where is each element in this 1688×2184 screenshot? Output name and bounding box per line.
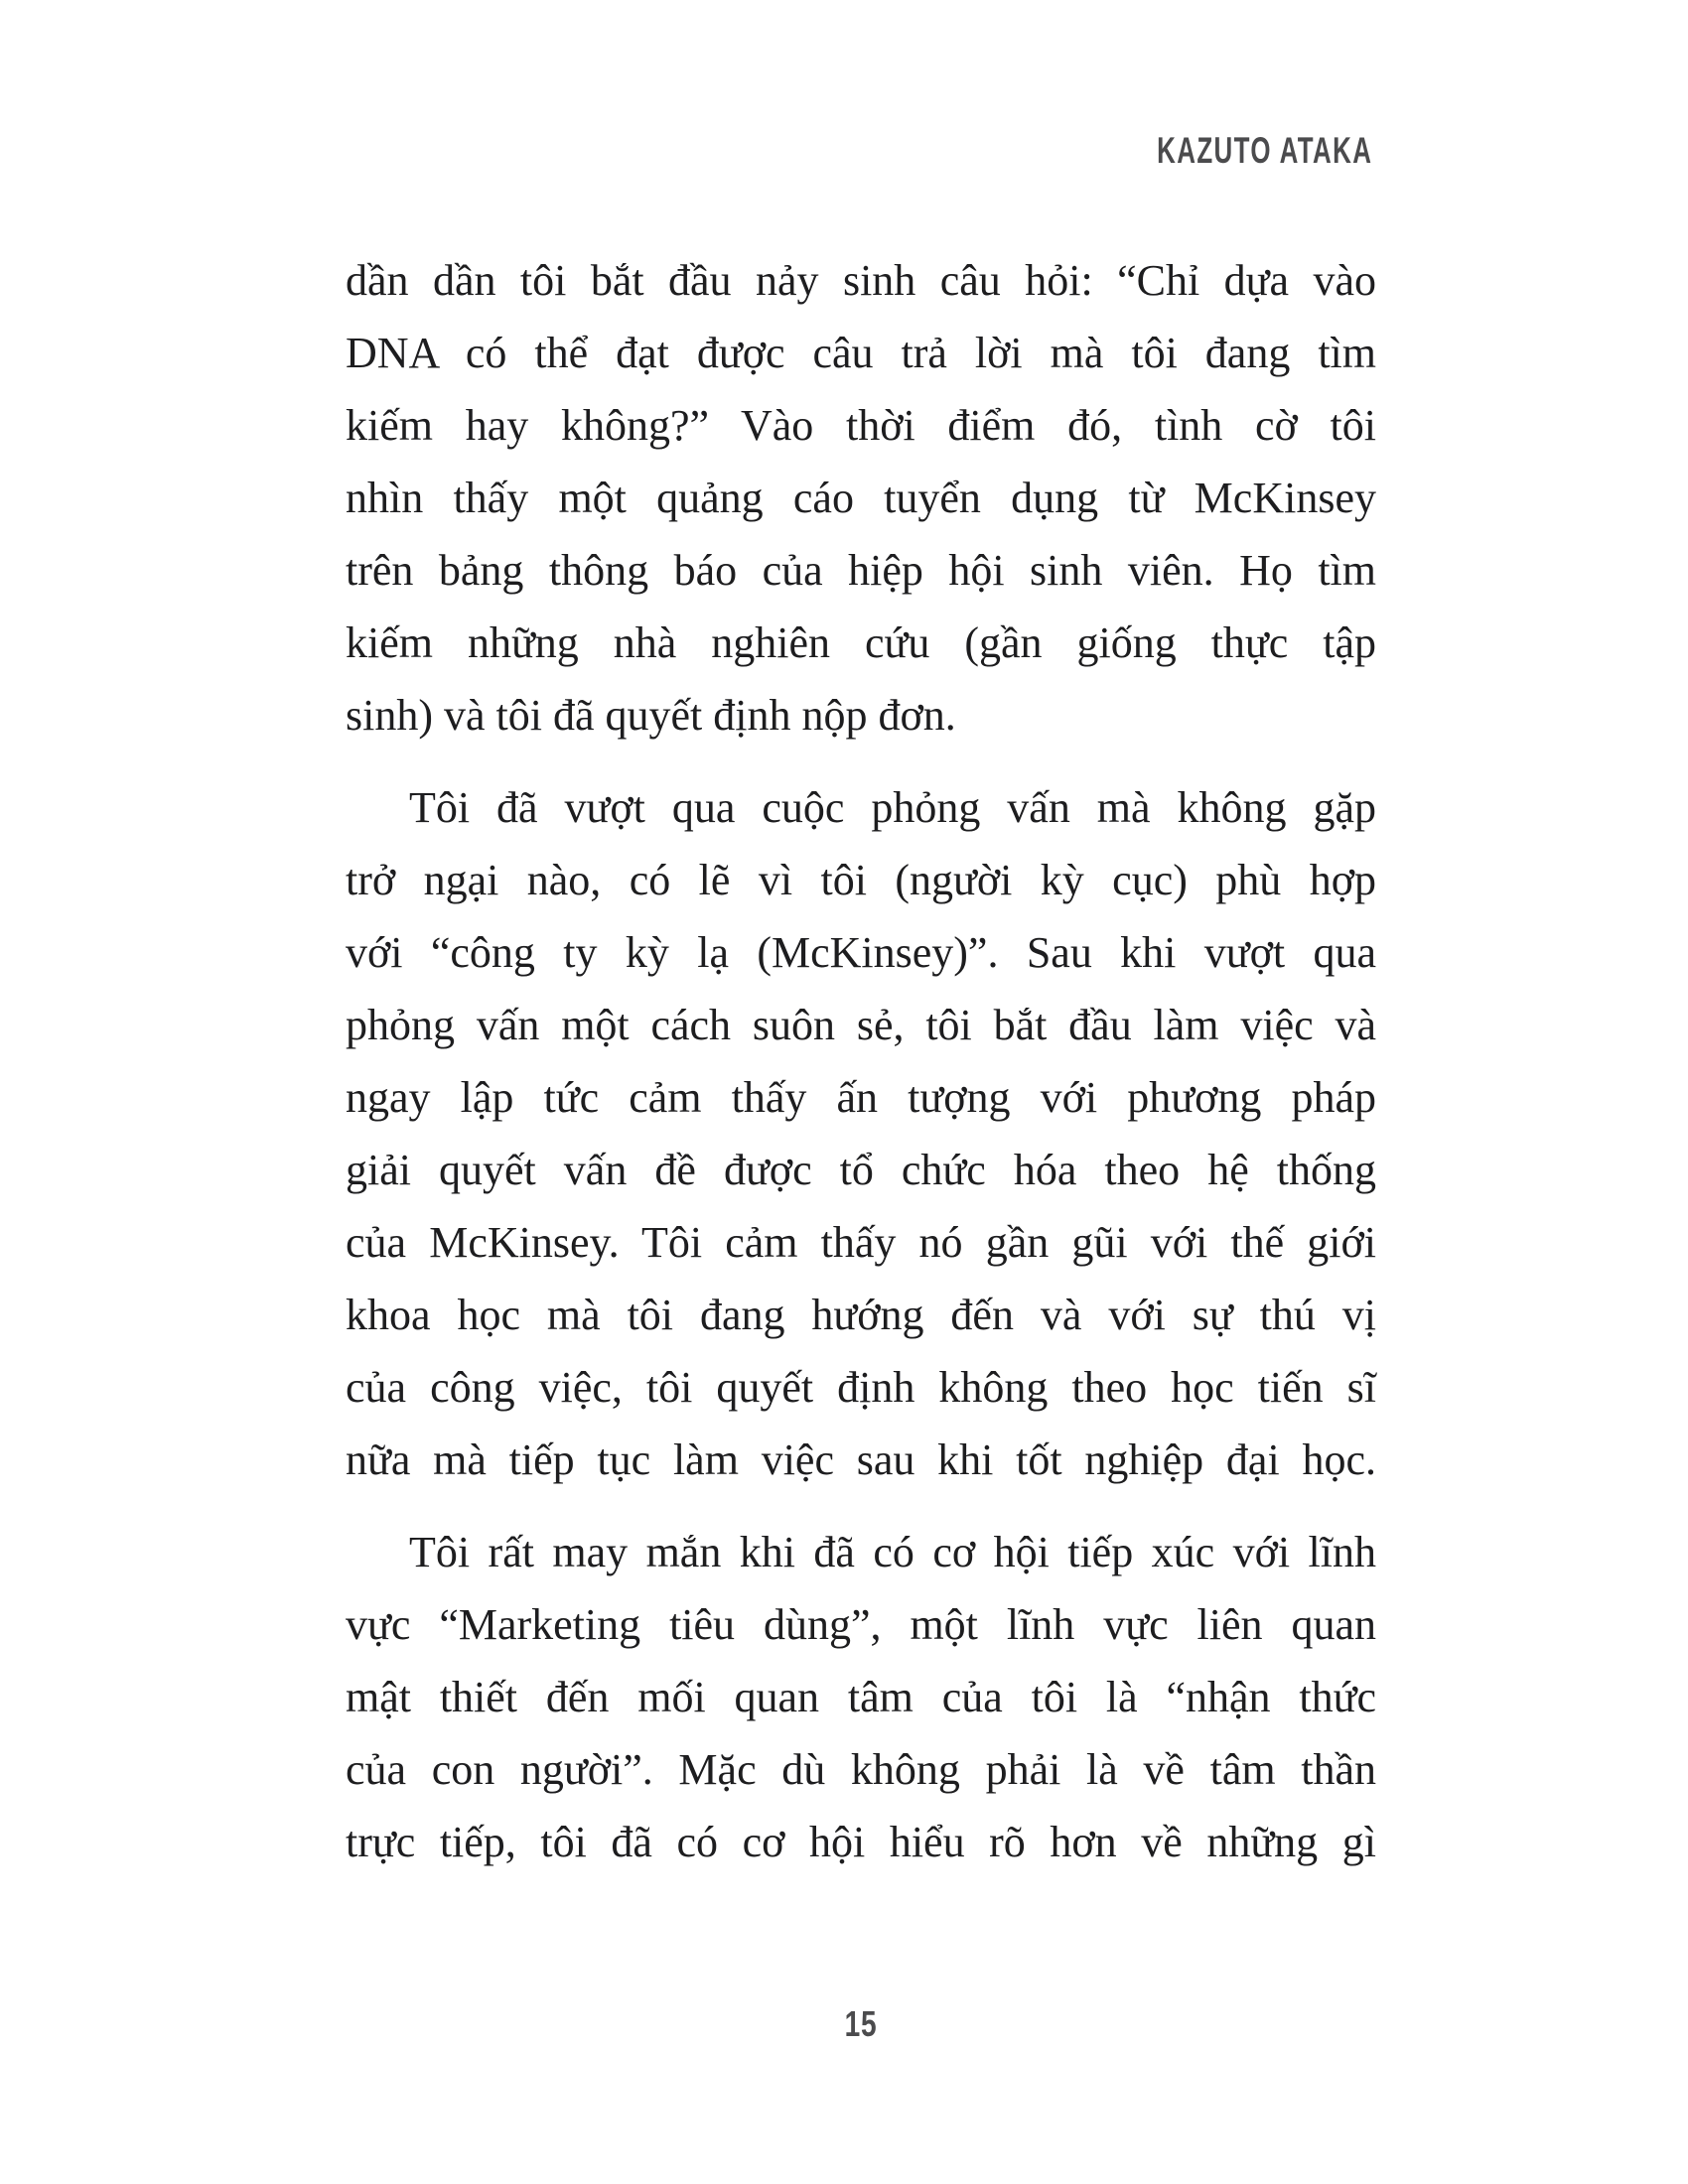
- text-line: sinh) và tôi đã quyết định nộp đơn.: [346, 691, 956, 740]
- text-line: DNA có thể đạt được câu trả lời mà tôi đang tìm: [346, 329, 1376, 377]
- text-line: mật thiết đến mối quan tâm của tôi là “nhận thức: [346, 1673, 1376, 1721]
- paragraph: [346, 244, 1376, 751]
- text-line: giải quyết vấn đề được tổ chức hóa theo hệ thống: [346, 1146, 1376, 1194]
- text-line: nhìn thấy một quảng cáo tuyển dụng từ McKinsey: [346, 474, 1376, 522]
- text-line: của McKinsey. Tôi cảm thấy nó gần gũi với thế giới: [346, 1218, 1376, 1267]
- text-line: ngay lập tức cảm thấy ấn tượng với phương pháp: [346, 1073, 1376, 1122]
- text-line: nữa mà tiếp tục làm việc sau khi tốt nghiệp đại học.: [346, 1435, 1376, 1484]
- text-line: khoa học mà tôi đang hướng đến và với sự thú vị: [346, 1291, 1376, 1339]
- text-line: Tôi rất may mắn khi đã có cơ hội tiếp xúc với lĩnh: [409, 1528, 1376, 1576]
- text-line: kiếm những nhà nghiên cứu (gần giống thực tập: [346, 618, 1376, 667]
- text-line: với “công ty kỳ lạ (McKinsey)”. Sau khi vượt qua: [346, 928, 1376, 977]
- text-line: dần dần tôi bắt đầu nảy sinh câu hỏi: “Chỉ dựa vào: [346, 256, 1376, 305]
- body-text-column: [346, 244, 1376, 1878]
- text-line: Tôi đã vượt qua cuộc phỏng vấn mà không gặp: [409, 783, 1376, 832]
- text-line: phỏng vấn một cách suôn sẻ, tôi bắt đầu làm việc và: [346, 1001, 1376, 1049]
- text-line: trên bảng thông báo của hiệp hội sinh viên. Họ tìm: [346, 546, 1376, 595]
- text-line: của con người”. Mặc dù không phải là về tâm thần: [346, 1745, 1376, 1794]
- text-line: vực “Marketing tiêu dùng”, một lĩnh vực liên quan: [346, 1600, 1376, 1649]
- text-line: trở ngại nào, có lẽ vì tôi (người kỳ cục) phù hợp: [346, 856, 1376, 904]
- footer: [346, 2003, 1376, 2045]
- page-number: 15: [844, 2003, 878, 2044]
- text-line: của công việc, tôi quyết định không theo học tiến sĩ: [346, 1363, 1376, 1412]
- paragraph: [346, 771, 1376, 1496]
- text-line: trực tiếp, tôi đã có cơ hội hiểu rõ hơn về những gì: [346, 1818, 1376, 1866]
- text-line: kiếm hay không?” Vào thời điểm đó, tình cờ tôi: [346, 401, 1376, 450]
- running-header-author: KAZUTO ATAKA: [1156, 130, 1372, 171]
- paragraph: [346, 1516, 1376, 1878]
